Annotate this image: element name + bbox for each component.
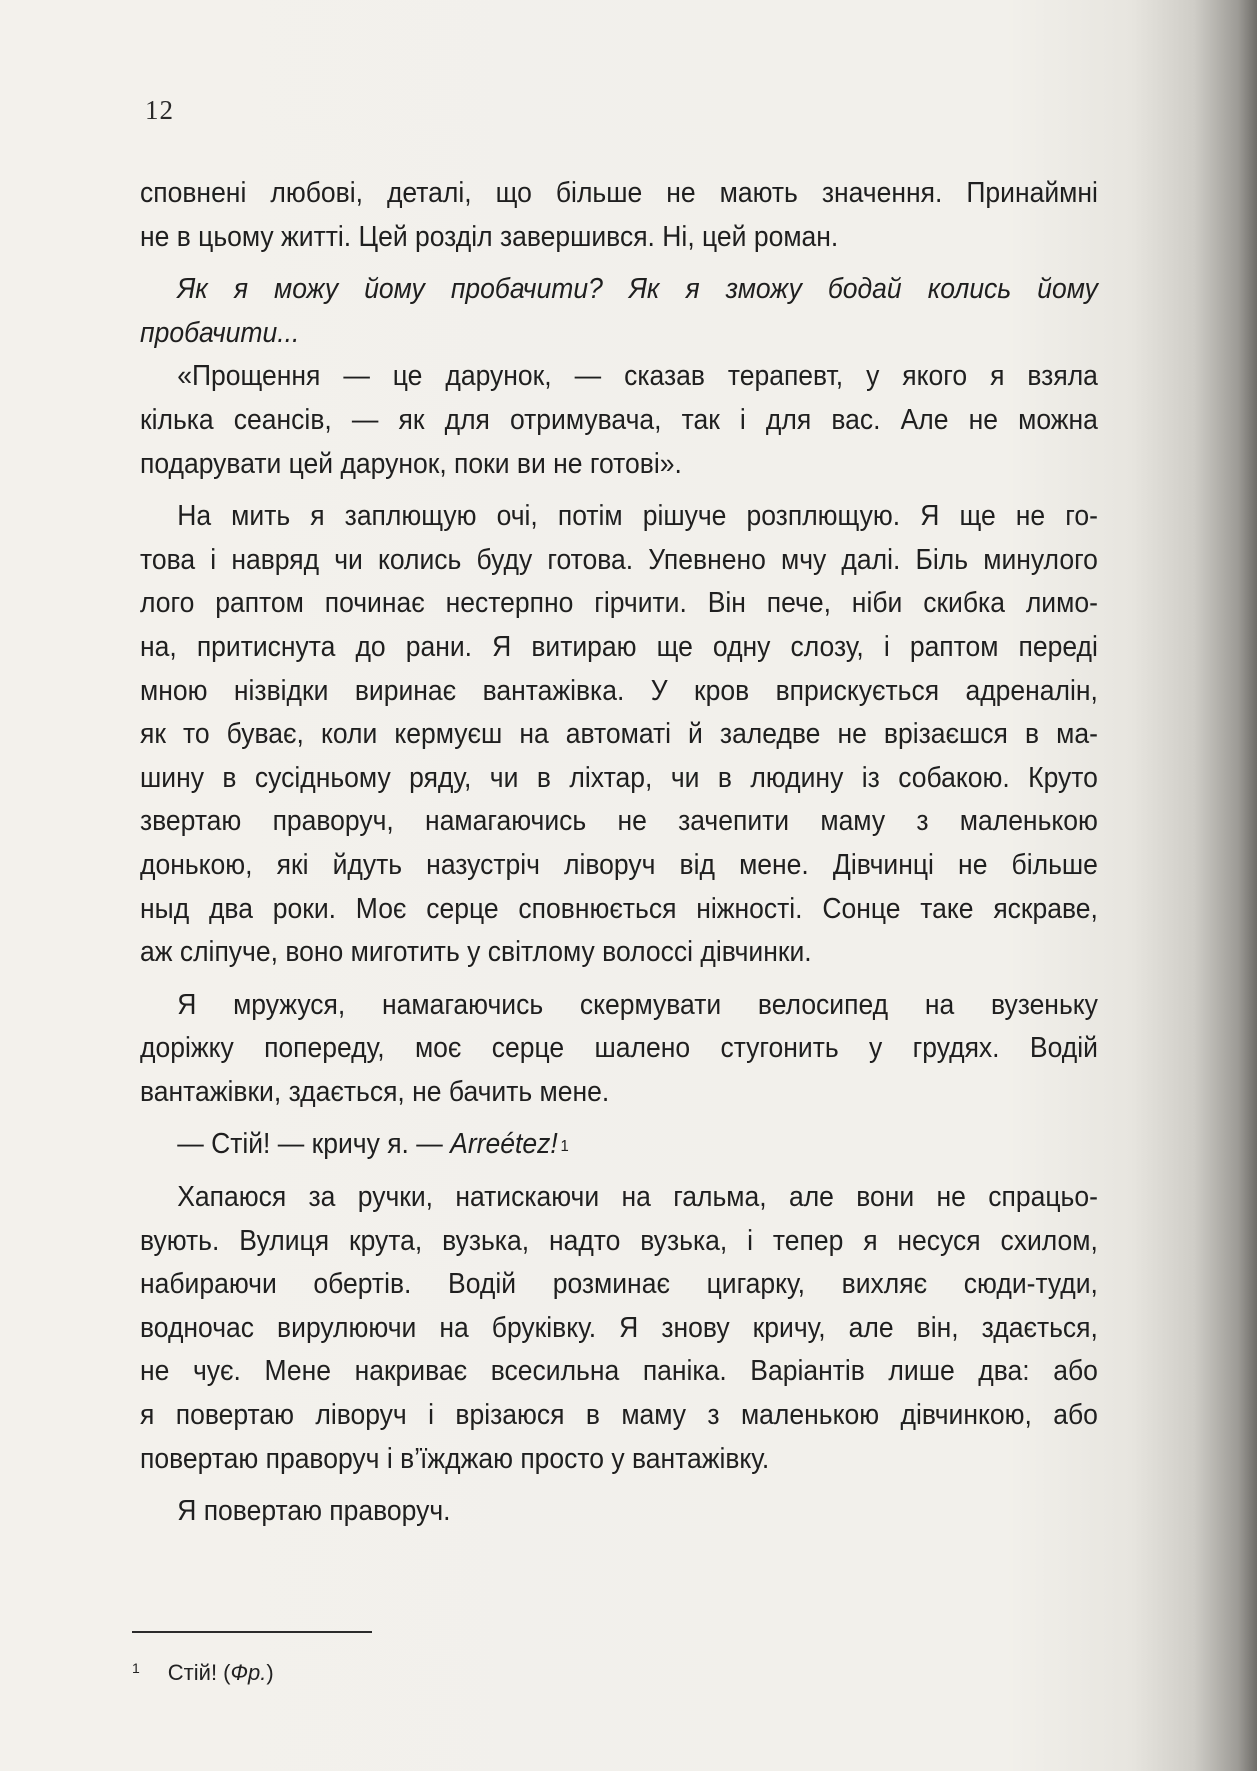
text-line: вантажівки, здається, не бачить мене. (140, 1075, 610, 1108)
text-line: не в цьому житті. Цей розділ завершився. Ні, цей роман. (140, 220, 839, 253)
text-line: набираючи обертів. Водій розминає цигарку, вихляє сюди-туди, (140, 1268, 1098, 1301)
footnote-close: ) (266, 1660, 274, 1685)
text-line: Як я можу йому пробачити? Як я зможу бодай колись йому (177, 273, 1098, 306)
dialogue-line (140, 1123, 1098, 1167)
text-line: донькою, які йдуть назустріч ліворуч від мене. Дівчинці не більше (140, 848, 1098, 881)
text-line: сповнені любові, деталі, що більше не мають значення. Принаймні (140, 177, 1098, 209)
text-line: мною нізвідки виринає вантажівка. У кров вприскується адреналін, (140, 674, 1098, 707)
text-line: това і навряд чи колись буду готова. Упевнено мчу далі. Біль минулого (140, 543, 1098, 576)
text-line: Хапаюся за ручки, натискаючи на гальма, але вони не спрацьо- (177, 1181, 1098, 1214)
footnote-number: 1 (132, 1660, 140, 1676)
footnote-text: Стій! ( (167, 1660, 231, 1685)
text-line: водночас вирулюючи на бруківку. Я знову кричу, але він, здається, (140, 1311, 1098, 1344)
text-line: На мить я заплющую очі, потім рішуче розплющую. Я ще не го- (177, 500, 1098, 533)
text-line: Я мружуся, намагаючись скермувати велосипед на вузеньку (177, 988, 1098, 1021)
body-text (140, 172, 1098, 1534)
page-number: 12 (145, 95, 174, 125)
text-line: пробачити... (140, 316, 300, 349)
text-line: повертаю праворуч і в’їжджаю просто у вантажівку. (140, 1442, 770, 1475)
text-line: аж сліпуче, воно миготить у світлому волоссі дівчинки. (140, 936, 812, 969)
text-line: я повертаю ліворуч і врізаюся в маму з маленькою дівчинкою, або (140, 1399, 1098, 1432)
dialogue-italic: Arreétez! (450, 1128, 558, 1161)
text-line: Я повертаю праворуч. (177, 1495, 451, 1528)
text-line: на, притиснута до рани. Я витираю ще одну слозу, і раптом переді (140, 630, 1098, 663)
text-line: подарувати цей дарунок, поки ви не готові». (140, 447, 682, 480)
text-line: як то буває, коли кермуєш на автоматі й заледве не врізаєшся в ма- (140, 718, 1098, 751)
footnote-italic: Фр. (230, 1660, 267, 1685)
text-line: не чує. Мене накриває всесильна паніка. Варіантів лише два: або (140, 1355, 1098, 1388)
text-line: вують. Вулиця крута, вузька, надто вузька, і тепер я несуся схилом, (140, 1224, 1098, 1257)
dialogue-text: — Стій! — кричу я. — (177, 1128, 451, 1161)
text-line: лого раптом починає нестерпно гірчити. Він пече, ніби скибка лимо- (140, 587, 1098, 620)
text-line: «Прощення — це дарунок, — сказав терапевт, у якого я взяла (177, 360, 1098, 393)
footnote-reference[interactable]: 1 (560, 1138, 569, 1156)
text-line: ныд два роки. Моє серце сповнюється ніжності. Сонце таке яскраве, (140, 892, 1098, 925)
text-line: звертаю праворуч, намагаючись не зачепити маму з маленькою (140, 805, 1098, 838)
text-line: кілька сеансів, — як для отримувача, так і для вас. Але не можна (140, 403, 1098, 436)
footnote-divider (132, 1631, 372, 1633)
footnote (132, 1660, 274, 1686)
text-line: доріжку попереду, моє серце шалено стугонить у грудях. Водій (140, 1032, 1098, 1065)
text-line: шину в сусідньому ряду, чи в ліхтар, чи в людину із собакою. Круто (140, 761, 1098, 794)
